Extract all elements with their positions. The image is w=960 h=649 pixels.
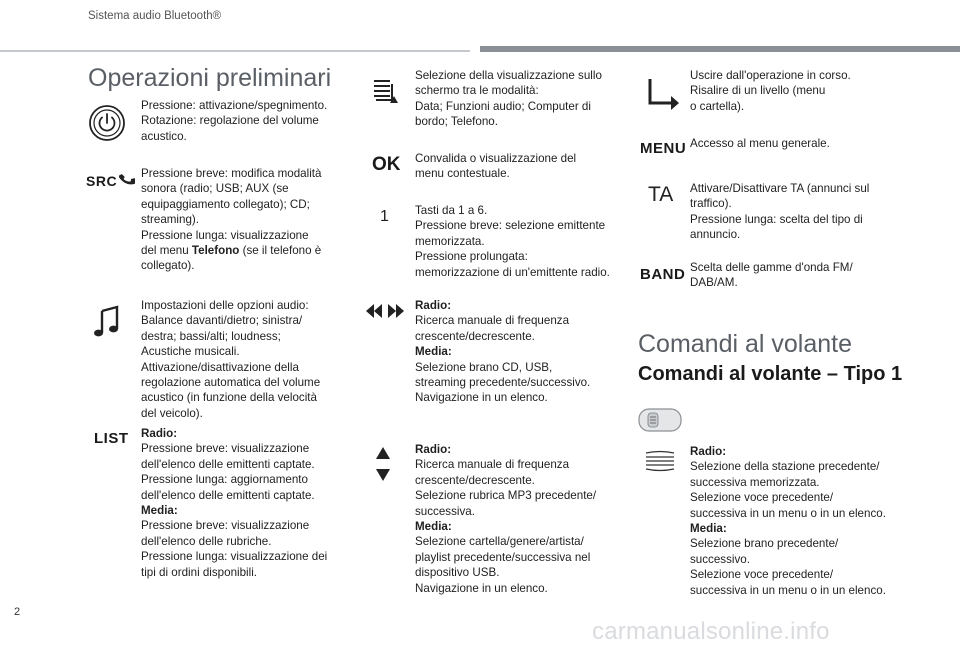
band-button-label: BAND	[640, 266, 686, 283]
ok-button-label: OK	[372, 154, 401, 175]
list-description	[141, 426, 356, 580]
section-title-volante: Comandi al volante	[638, 330, 853, 358]
menu-description: Accesso al menu generale.	[690, 137, 830, 150]
list-radio-text: Pressione breve: visualizzazione dell'elenco delle emittenti captate. Pressione lunga: aggiornamento dell'elenco delle emittenti captate.	[141, 442, 315, 502]
src-phone-button	[86, 170, 135, 192]
power-knob-icon	[88, 104, 126, 142]
ta-button-label: TA	[648, 183, 674, 206]
audio-settings-description: Impostazioni delle opzioni audio: Balance davanti/dietro; sinistra/ destra; bassi/alti; loudness; Acustiche musicali. Attivazione/disattivazione della regolazione automatica del volume acustico (in funzione della velocità del veicolo).	[141, 299, 321, 420]
back-description: Uscire dall'operazione in corso. Risalire di un livello (menu o cartella).	[690, 69, 851, 113]
list-media-heading: Media:	[141, 504, 178, 518]
src-text-after: (se il telefono è collegato).	[141, 244, 322, 273]
src-label: SRC	[86, 173, 118, 189]
seek-media-heading: Media:	[415, 345, 452, 359]
list-media-text: Pressione breve: visualizzazione dell'elenco delle rubriche. Pressione lunga: visualizzazione dei tipi di ordini disponibili.	[141, 519, 328, 579]
updown-radio-text: Ricerca manuale di frequenza crescente/decrescente. Selezione rubrica MP3 precedente/ successiva.	[415, 458, 597, 518]
updown-media-text: Selezione cartella/genere/artista/ playlist precedente/successiva nel dispositivo USB. Navigazione in un elenco.	[415, 535, 591, 595]
updown-radio-heading: Radio:	[415, 443, 452, 456]
ok-description: Convalida o visualizzazione del menu contestuale.	[415, 152, 577, 181]
menu-button-label: MENU	[640, 140, 687, 157]
phone-icon	[119, 170, 135, 193]
back-arrow-icon	[640, 76, 682, 112]
seek-radio-text: Ricerca manuale di frequenza crescente/decrescente.	[415, 314, 570, 343]
thumbwheel-icon	[644, 450, 676, 472]
wheel-media-text: Selezione brano precedente/ successivo. Selezione voce precedente/ successiva in un menu o in un elenco.	[690, 537, 886, 597]
src-description	[141, 166, 356, 274]
wheel-radio-text: Selezione della stazione precedente/ successiva memorizzata. Selezione voce precedente/ successiva in un menu o in un elenco.	[690, 460, 886, 520]
up-down-arrows-icon	[375, 446, 391, 482]
wheel-media-heading: Media:	[690, 522, 727, 536]
section-header: Sistema audio Bluetooth®	[88, 10, 222, 22]
display-mode-icon	[370, 76, 400, 106]
preset-1-label: 1	[380, 208, 389, 225]
updown-description	[415, 442, 630, 596]
updown-media-heading: Media:	[415, 520, 452, 534]
music-note-icon	[92, 304, 122, 340]
steering-control-icon	[638, 406, 682, 434]
section-title-preliminari: Operazioni preliminari	[88, 64, 332, 92]
header-rule	[0, 50, 470, 52]
presets-description: Tasti da 1 a 6. Pressione breve: selezione emittente memorizzata. Pressione prolungata: memorizzazione di un'emittente radio.	[415, 204, 610, 279]
header-bar	[480, 46, 960, 52]
section-subtitle-tipo1: Comandi al volante – Tipo 1	[638, 363, 903, 385]
power-description: Pressione: attivazione/spegnimento. Rotazione: regolazione del volume acustico.	[141, 99, 328, 143]
page-number: 2	[14, 606, 21, 618]
seek-media-text: Selezione brano CD, USB, streaming precedente/successivo. Navigazione in un elenco.	[415, 360, 591, 405]
ta-description: Attivare/Disattivare TA (annunci sul traffico). Pressione lunga: scelta del tipo di annuncio.	[690, 182, 870, 242]
seek-description	[415, 298, 630, 406]
seek-radio-heading: Radio:	[415, 299, 452, 312]
list-radio-heading: Radio:	[141, 427, 178, 440]
display-mode-description: Selezione della visualizzazione sullo schermo tra le modalità: Data; Funzioni audio; Computer di bordo; Telefono.	[415, 69, 602, 129]
band-description: Scelta delle gamme d'onda FM/ DAB/AM.	[690, 261, 853, 290]
seek-left-right-icon	[364, 302, 406, 320]
src-text-bold: Telefono	[191, 244, 240, 258]
wheel-radio-heading: Radio:	[690, 445, 727, 458]
thumbwheel-description	[690, 444, 910, 598]
watermark: carmanualsonline.info	[592, 618, 830, 645]
list-button-label: LIST	[94, 430, 129, 447]
src-text-before: Pressione breve: modifica modalità sonora (radio; USB; AUX (se equipaggiamento collegato); CD; streaming). Pressione lunga: visualizzazione del menu	[141, 167, 322, 258]
